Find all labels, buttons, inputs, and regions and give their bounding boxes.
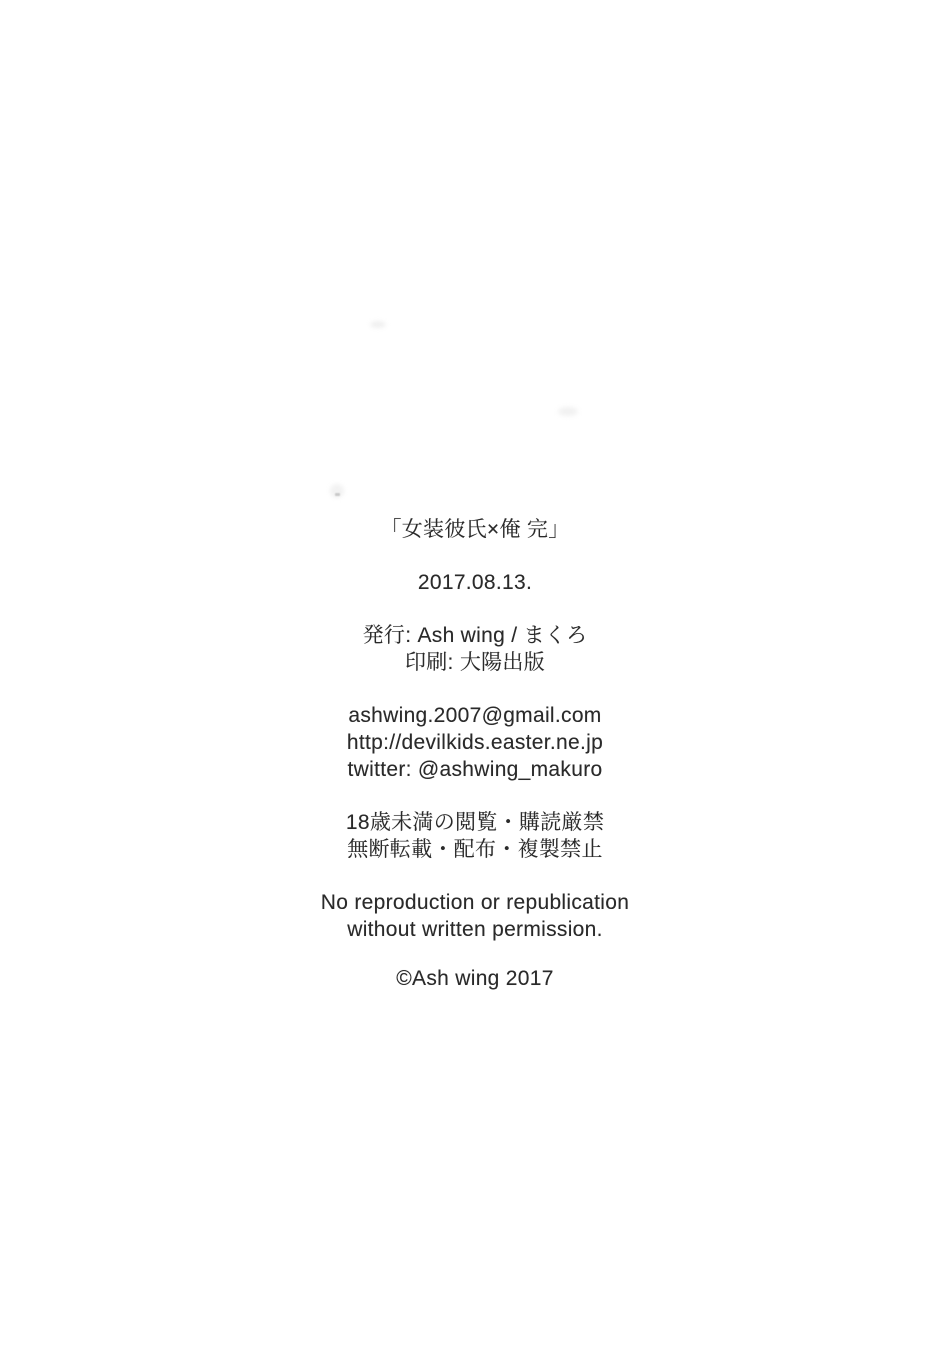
colophon-text-block [0, 516, 950, 1018]
release-date: 2017.08.13. [417, 571, 533, 594]
printer-line: 印刷: 大陽出版 [404, 651, 546, 674]
english-notice-line2: without written permission. [347, 918, 603, 941]
credits-group [0, 622, 950, 676]
twitter-line: twitter: @ashwing_makuro [347, 758, 603, 781]
scan-speck [335, 493, 340, 496]
publisher-line: 発行: Ash wing / まくろ [362, 624, 588, 647]
english-notice-line1: No reproduction or republication [320, 891, 630, 914]
scan-speck [558, 407, 578, 416]
warning-group [0, 809, 950, 863]
reproduction-warning-line: 無断転載・配布・複製禁止 [347, 838, 603, 861]
copyright-line: ©Ash wing 2017 [396, 967, 554, 990]
english-notice-group [0, 889, 950, 943]
contact-group [0, 702, 950, 783]
scan-speck [330, 484, 344, 498]
scan-speck [370, 321, 386, 328]
book-title: 「女装彼氏×俺 完」 [380, 518, 570, 541]
age-warning-line: 18歳未満の閲覧・購読厳禁 [345, 811, 605, 834]
title-group [0, 516, 950, 543]
email-line: ashwing.2007@gmail.com [348, 704, 602, 727]
date-group [0, 569, 950, 596]
website-line: http://devilkids.easter.ne.jp [346, 731, 604, 754]
copyright-group [0, 965, 950, 992]
